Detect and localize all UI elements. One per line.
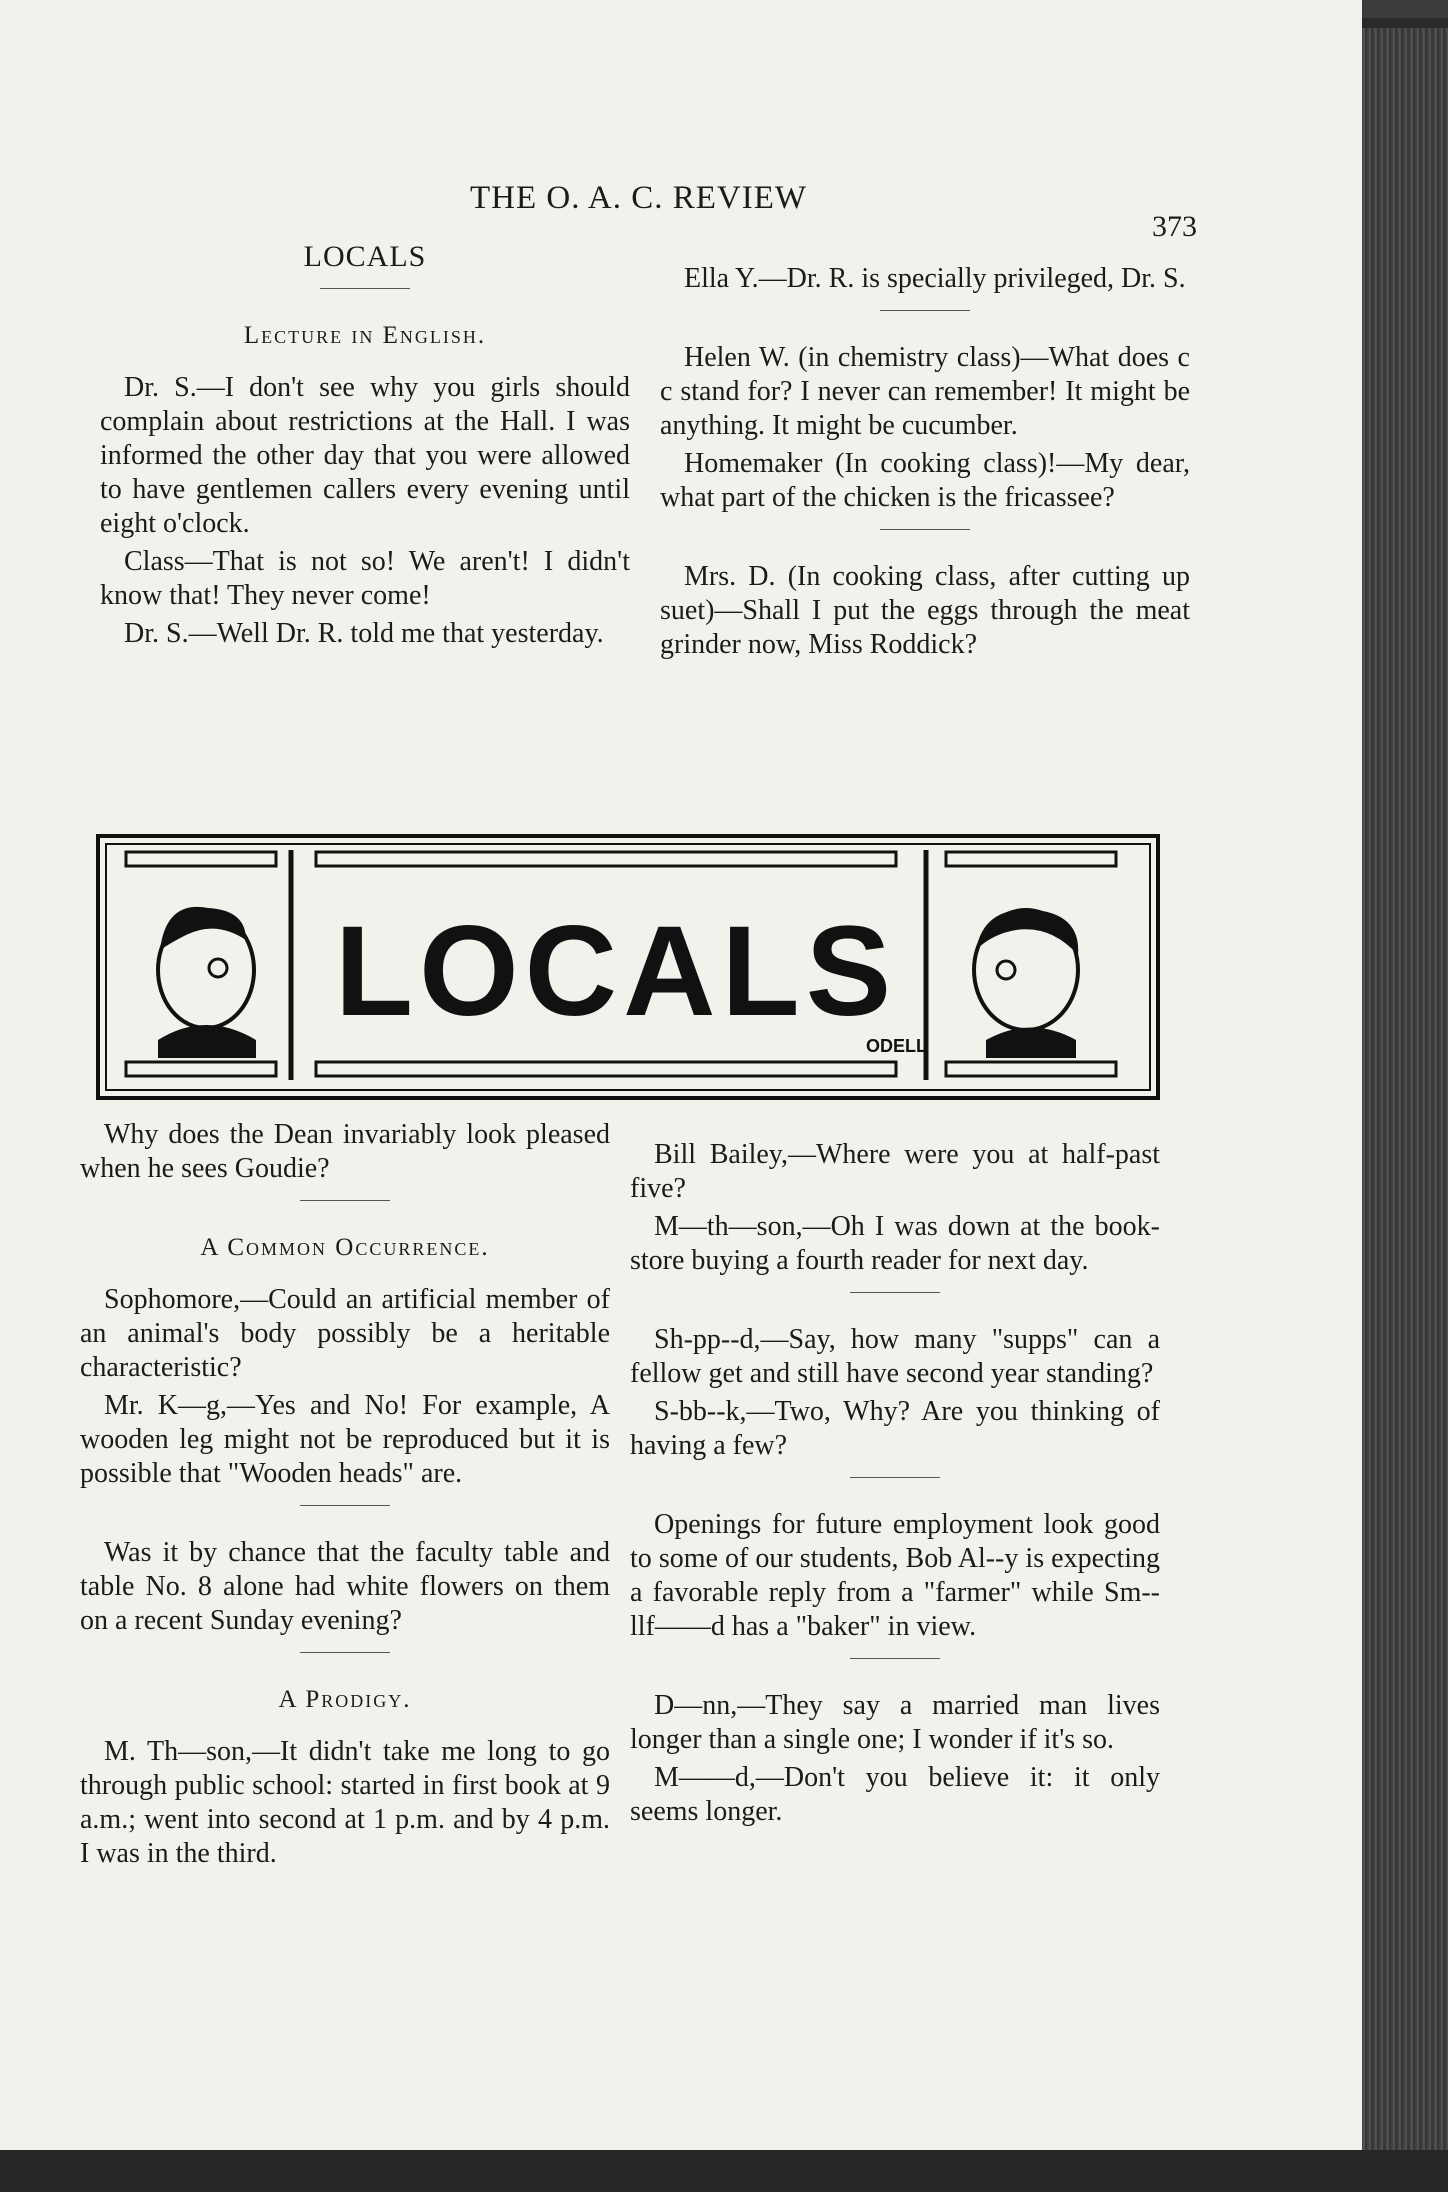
paragraph: Dr. S.—Well Dr. R. told me that yesterday. [124,618,604,649]
divider [880,529,970,530]
divider [850,1477,940,1478]
paragraph: Bill Bailey,—Where were you at half-past five? [630,1139,1160,1204]
artist-signature: ODELL [866,1036,927,1056]
banner-illustration [96,830,1160,1110]
caricature-left [158,907,256,1058]
paragraph: Ella Y.—Dr. R. is specially privileged, Dr. S. [684,263,1186,294]
banner-title: LOCALS [334,900,898,1043]
article-heading: A Prodigy. [278,1686,412,1713]
paragraph: D—nn,—They say a married man lives longer than a single one; I wonder if it's so. [630,1690,1160,1755]
paragraph: Openings for future employment look good to some of our students, Bob Al--y is expecting a favorable reply from a "farmer" while Sm--llf——d has a "baker" in view. [630,1509,1160,1642]
divider [850,1292,940,1293]
paragraph: Class—That is not so! We aren't! I didn't know that! They never come! [100,546,630,611]
paragraph: Dr. S.—I don't see why you girls should complain about restrictions at the Hall. I was informed the other day that you were allowed to have gentlemen callers every evening until eight o'clock. [100,372,630,539]
caricature-right [974,910,1078,1059]
divider [300,1652,390,1653]
paragraph: Why does the Dean invariably look pleased when he sees Goudie? [80,1119,610,1184]
left-column-bottom [80,1118,610,1875]
page-bottom-shadow [0,2150,1448,2192]
book-spine-edge [1362,28,1448,2192]
paragraph: Was it by chance that the faculty table and table No. 8 alone had white flowers on them on a recent Sunday evening? [80,1537,610,1636]
article-heading: A Common Occurrence. [200,1234,490,1261]
paragraph: Helen W. (in chemistry class)—What does c c stand for? I never can remember! It might be anything. It might be cucumber. [660,342,1190,441]
running-header: THE O. A. C. REVIEW [470,180,808,216]
paragraph: Sophomore,—Could an artificial member of an animal's body possibly be a heritable characteristic? [80,1284,610,1383]
divider [850,1658,940,1659]
paragraph: M—th—son,—Oh I was down at the book-store buying a fourth reader for next day. [630,1211,1160,1276]
divider [300,1505,390,1506]
locals-banner [96,830,1160,1110]
page-number: 373 [1152,210,1197,243]
paragraph: Homemaker (In cooking class)!—My dear, what part of the chicken is the fricassee? [660,448,1190,513]
section-title: LOCALS [303,240,427,273]
paragraph: Mrs. D. (In cooking class, after cutting up suet)—Shall I put the eggs through the meat grinder now, Miss Roddick? [660,561,1190,660]
paragraph: S-bb--k,—Two, Why? Are you thinking of having a few? [630,1396,1160,1461]
divider [880,310,970,311]
divider [300,1200,390,1201]
right-column-top [660,262,1190,666]
right-column-bottom [630,1138,1160,1833]
left-column-top [100,240,630,655]
paragraph: M. Th—son,—It didn't take me long to go through public school: started in first book at 9 a.m.; went into second at 1 p.m. and by 4 p.m. I was in the third. [80,1736,610,1869]
paragraph: M——d,—Don't you believe it: it only seems longer. [630,1762,1160,1827]
divider [320,288,410,289]
paragraph: Mr. K—g,—Yes and No! For example, A wooden leg might not be reproduced but it is possible that "Wooden heads" are. [80,1390,610,1489]
article-heading: Lecture in English. [243,322,487,349]
paragraph: Sh-pp--d,—Say, how many "supps" can a fellow get and still have second year standing? [630,1324,1160,1389]
